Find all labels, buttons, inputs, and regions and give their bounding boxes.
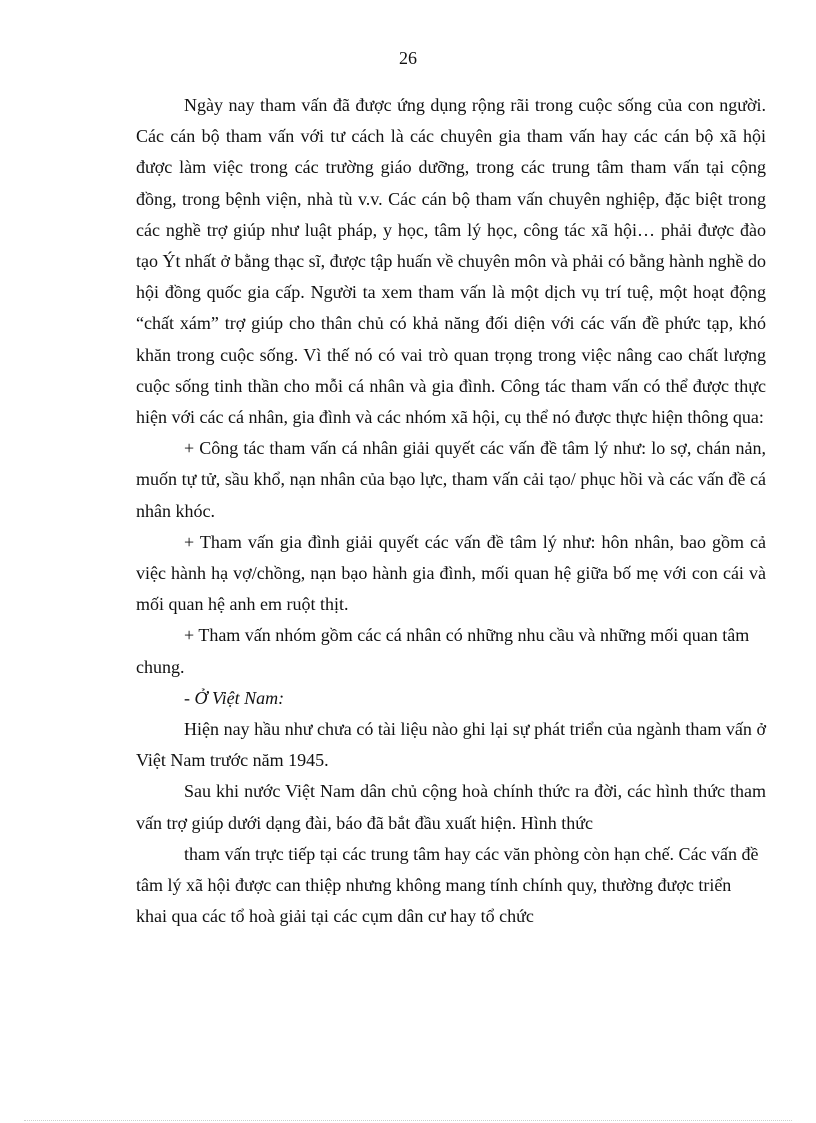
- paragraph-group-counseling: + Tham vấn nhóm gồm các cá nhân có những nhu cầu và những mối quan tâm chung.: [136, 625, 750, 677]
- document-body: [136, 90, 766, 932]
- paragraph-counseling-today: Ngày nay tham vấn đã được ứng dụng rộng rãi trong cuộc sống của con người. Các cán bộ tham vấn với tư cách là các chuyên gia tham vấn hay các cán bộ xã hội được làm việc trong các trường giáo dưỡng, trong các trung tâm tham vấn tại cộng đồng, trong bệnh viện, nhà tù v.v. Các cán bộ tham vấn chuyên nghiệp, đặc biệt trong các nghề trợ giúp như luật pháp, y học, tâm lý học, công tác xã hội… phải được đào tạo Ýt nhất ở bằng thạc sĩ, được tập huấn về chuyên môn và phải có bằng hành nghề do hội đồng quốc gia cấp. Người ta xem tham vấn là một dịch vụ trí tuệ, một hoạt động “chất xám” trợ giúp cho thân chủ có khả năng đối diện với các vấn đề phức tạp, khó khăn trong cuộc sống. Vì thế nó có vai trò quan trọng trong việc nâng cao chất lượng cuộc sống tinh thần cho mỗi cá nhân và gia đình. Công tác tham vấn có thể được thực hiện với các cá nhân, gia đình và các nhóm xã hội, cụ thể nó được thực hiện thông qua:: [136, 95, 766, 428]
- paragraph-after-independence: Sau khi nước Việt Nam dân chủ cộng hoà chính thức ra đời, các hình thức tham vấn trợ giúp dưới dạng đài, báo đã bắt đầu xuất hiện. Hình thức: [136, 781, 766, 833]
- paragraph-family-counseling: + Tham vấn gia đình giải quyết các vấn đề tâm lý như: hôn nhân, bao gồm cả việc hành hạ vợ/chồng, nạn bạo hành gia đình, mối quan hệ giữa bố mẹ với con cái và mối quan hệ anh em ruột thịt.: [136, 531, 766, 615]
- page-number: 26: [399, 48, 417, 68]
- paragraph-history-before-1945: Hiện nay hầu như chưa có tài liệu nào ghi lại sự phát triển của ngành tham vấn ở Việt Nam trước năm 1945.: [136, 719, 766, 771]
- paragraph-direct-counseling: tham vấn trực tiếp tại các trung tâm hay các văn phòng còn hạn chế. Các vấn đề tâm lý xã hội được can thiệp nhưng không mang tính chính quy, thường được triển khai qua các tổ hoà giải tại các cụm dân cư hay tổ chức: [136, 843, 759, 927]
- paragraph-individual-counseling: + Công tác tham vấn cá nhân giải quyết các vấn đề tâm lý như: lo sợ, chán nản, muốn tự tử, sầu khổ, nạn nhân của bạo lực, tham vấn cải tạo/ phục hồi và các vấn đề cá nhân khóc.: [136, 438, 766, 521]
- footer-divider: [24, 1120, 792, 1121]
- section-heading-vietnam: - Ở Việt Nam:: [184, 687, 285, 708]
